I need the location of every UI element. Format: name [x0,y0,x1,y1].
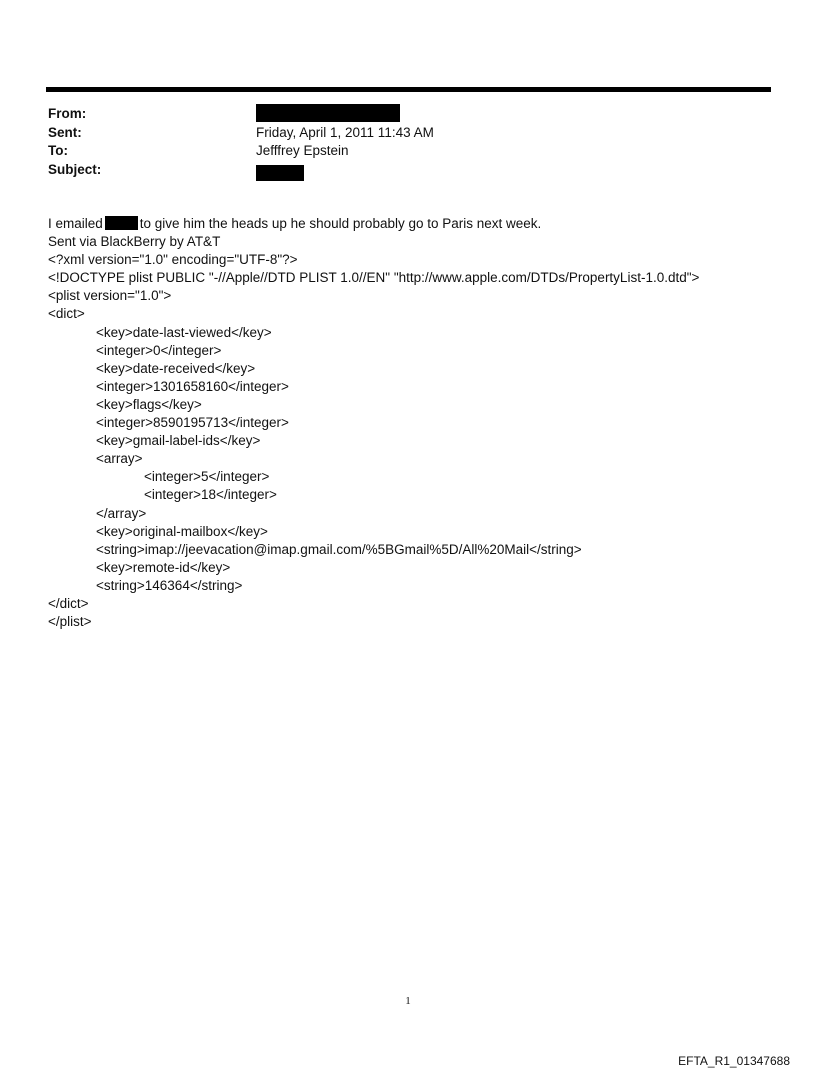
dict-line: <integer>0</integer> [96,342,222,358]
dict-line: <string>imap://jeevacation@imap.gmail.com/%5BGmail%5D/All%20Mail</string> [96,541,582,557]
body-text: I emailed [48,216,103,231]
dict-line: <key>flags</key> [96,396,202,412]
dict-line: <key>original-mailbox</key> [96,523,268,539]
body-line [48,215,788,233]
from-label: From: [48,106,87,121]
subject-label: Subject: [48,161,102,177]
sent-value: Friday, April 1, 2011 11:43 AM [256,124,434,140]
dict-line: <key>date-received</key> [96,360,256,376]
page-number: 1 [405,995,411,1007]
redaction-box [256,104,400,122]
document-id: EFTA_R1_01347688 [678,1054,790,1068]
dict-line: <integer>1301658160</integer> [96,378,289,394]
array-line: <integer>18</integer> [144,487,277,503]
dict-line: <array> [96,451,143,467]
redaction-box [105,216,138,230]
dict-line: <key>date-last-viewed</key> [96,324,272,340]
from-value [256,105,400,124]
dict-line: <integer>8590195713</integer> [96,415,289,431]
email-header [48,105,748,179]
signature-line: Sent via BlackBerry by AT&T [48,234,221,250]
dict-line: </array> [96,505,147,521]
to-label: To: [48,143,68,158]
dict-close-line: </dict> [48,595,89,611]
email-body [48,215,788,631]
plist-close-line: </plist> [48,614,92,630]
body-text: to give him the heads up he should probably go to Paris next week. [139,216,542,231]
dict-line: <key>gmail-label-ids</key> [96,433,261,449]
dict-open-line: <dict> [48,306,85,322]
doctype-line: <!DOCTYPE plist PUBLIC "-//Apple//DTD PLIST 1.0//EN" "http://www.apple.com/DTDs/PropertyList-1.0.dtd"> [48,270,700,286]
subject-value [256,161,304,181]
redaction-box [256,165,304,181]
top-rule [46,87,771,92]
dict-line: <string>146364</string> [96,577,243,593]
xml-declaration-line: <?xml version="1.0" encoding="UTF-8"?> [48,252,298,268]
plist-open-line: <plist version="1.0"> [48,288,172,304]
to-row [48,142,748,161]
sent-label: Sent: [48,124,82,140]
dict-line: <key>remote-id</key> [96,559,231,575]
sent-row [48,124,748,143]
array-line: <integer>5</integer> [144,469,270,485]
subject-row [48,161,748,180]
to-value: Jefffrey Epstein [256,143,349,158]
from-row [48,105,748,124]
